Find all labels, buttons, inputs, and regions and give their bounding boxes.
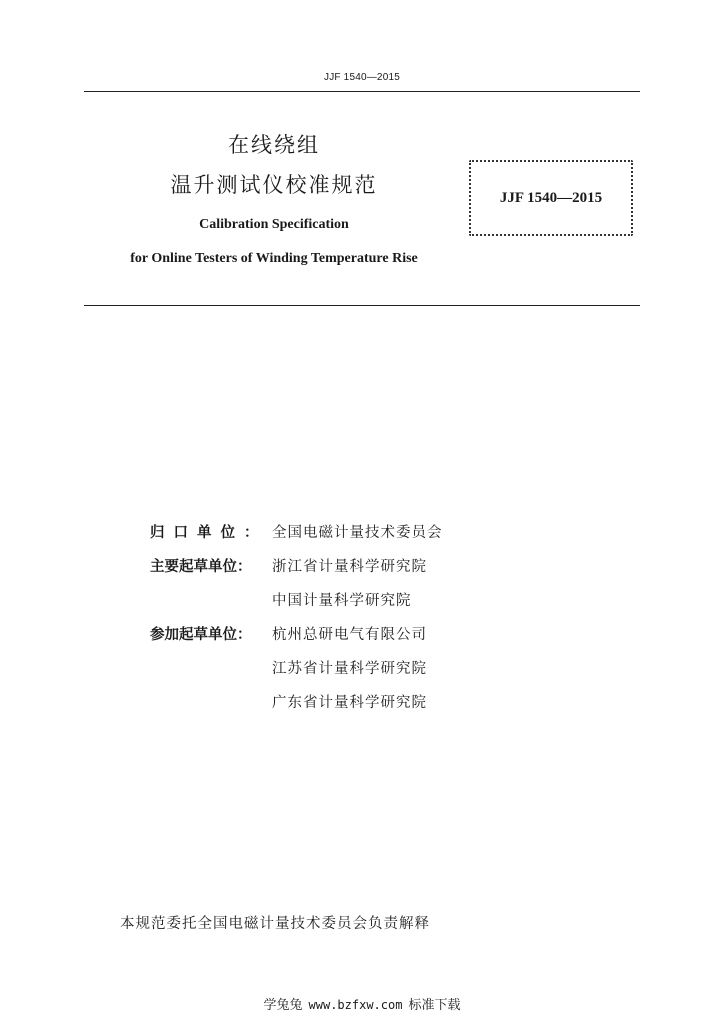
participating-drafting-unit: 江苏省计量科学研究院 xyxy=(272,660,427,677)
participating-drafting-label: 参加起草单位： xyxy=(150,626,252,643)
participating-drafting-unit: 广东省计量科学研究院 xyxy=(272,694,427,711)
participating-drafting-unit: 杭州总研电气有限公司 xyxy=(272,626,427,643)
site-name: 学兔兔 xyxy=(263,998,303,1013)
title-en-line1: Calibration Specification xyxy=(199,217,349,232)
site-tagline: 标准下载 xyxy=(408,998,461,1013)
participating-drafting-row xyxy=(150,684,443,718)
main-drafting-label: 主要起草单位： xyxy=(150,558,252,575)
drafting-units xyxy=(150,514,443,718)
responsible-unit-value: 全国电磁计量技术委员会 xyxy=(272,524,443,541)
main-drafting-row xyxy=(150,548,443,582)
responsible-unit-row xyxy=(150,514,443,548)
header-rule xyxy=(84,91,640,92)
title-block xyxy=(84,128,464,276)
title-en-line2: for Online Testers of Winding Temperature Rise xyxy=(130,251,418,266)
title-cn-line1: 在线绕组 xyxy=(228,133,320,157)
running-header: JJF 1540—2015 xyxy=(324,72,400,83)
specification-code-box xyxy=(469,160,633,236)
title-rule xyxy=(84,305,640,306)
responsible-unit-label: 归口单位： xyxy=(150,524,268,541)
main-drafting-unit: 浙江省计量科学研究院 xyxy=(272,558,427,575)
site-url[interactable]: www.bzfxw.com xyxy=(308,998,403,1012)
participating-drafting-row xyxy=(150,616,443,650)
main-drafting-row xyxy=(150,582,443,616)
interpretation-statement: 本规范委托全国电磁计量技术委员会负责解释 xyxy=(120,916,430,932)
participating-drafting-row xyxy=(150,650,443,684)
specification-code: JJF 1540—2015 xyxy=(499,189,603,206)
footer-watermark xyxy=(0,994,724,1013)
title-cn-line2: 温升测试仪校准规范 xyxy=(170,173,378,197)
main-drafting-unit: 中国计量科学研究院 xyxy=(272,592,412,609)
